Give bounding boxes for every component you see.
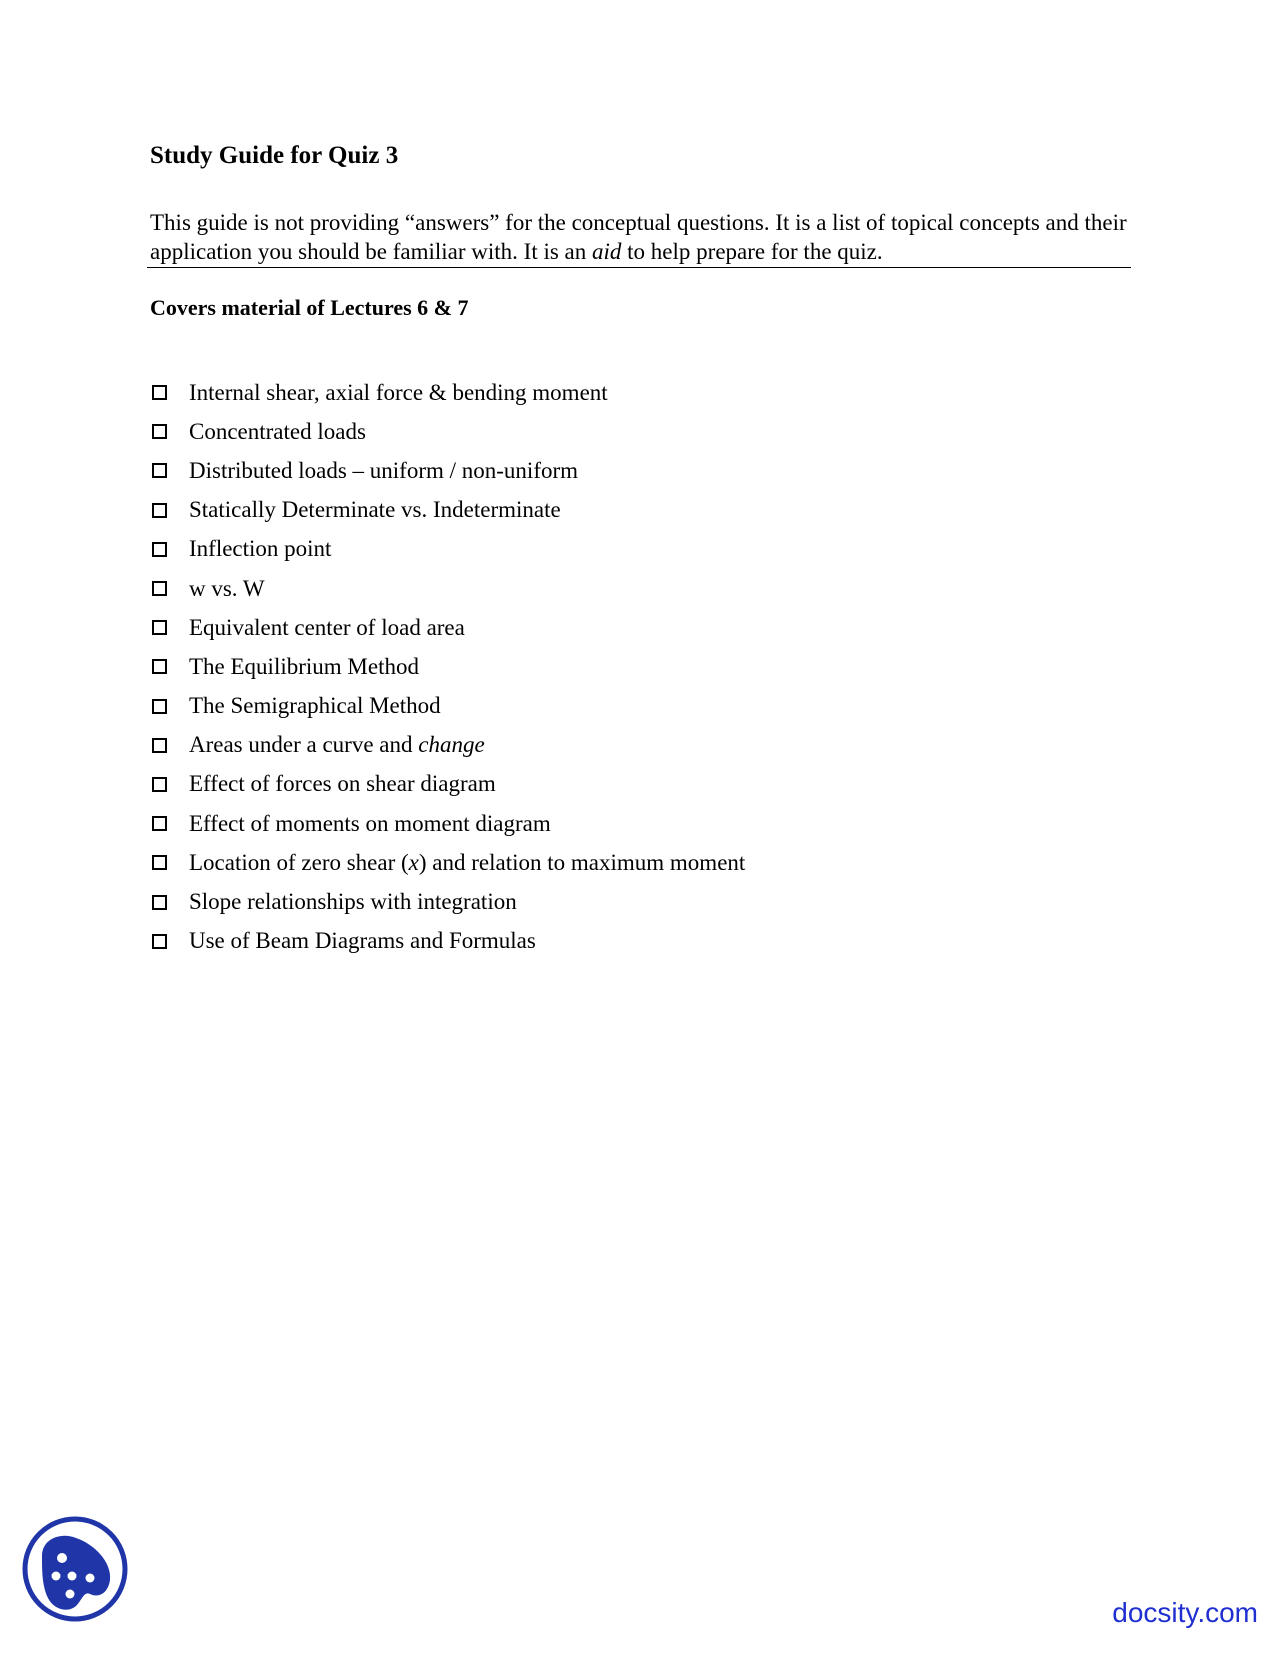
logo-dot — [66, 1590, 75, 1599]
logo-dot — [68, 1572, 77, 1581]
topic-label — [189, 419, 366, 445]
topic-item — [152, 412, 745, 451]
topic-item — [152, 491, 745, 530]
topic-text-after: ) and relation to maximum moment — [418, 849, 746, 875]
topic-text: The Equilibrium Method — [189, 653, 419, 679]
topic-item — [152, 765, 745, 804]
topic-text: Internal shear, axial force & bending moment — [189, 379, 608, 405]
checkbox-icon[interactable] — [152, 699, 167, 714]
topic-label — [189, 732, 485, 758]
topic-text: Distributed loads – uniform / non-uniform — [189, 457, 579, 483]
logo-dot — [57, 1553, 67, 1563]
topic-label — [189, 928, 536, 954]
topic-emphasis: change — [418, 732, 485, 758]
topic-item — [152, 451, 745, 490]
checkbox-icon[interactable] — [152, 503, 167, 518]
topic-item — [152, 804, 745, 843]
logo-dot — [86, 1574, 95, 1583]
topic-item — [152, 569, 745, 608]
checkbox-icon[interactable] — [152, 855, 167, 870]
topic-checklist — [152, 373, 745, 961]
topic-label — [189, 536, 331, 562]
topic-text: Statically Determinate vs. Indeterminate — [189, 497, 561, 523]
topic-item — [152, 726, 745, 765]
topic-text: Location of zero shear ( — [189, 849, 409, 875]
topic-item — [152, 608, 745, 647]
topic-label — [189, 693, 441, 719]
intro-text-part2: to help prepare for the quiz. — [621, 239, 883, 264]
topic-item — [152, 687, 745, 726]
topic-text: Areas under a curve and — [189, 732, 419, 758]
topic-item — [152, 647, 745, 686]
topic-text: Effect of forces on shear diagram — [189, 771, 496, 797]
topic-text: Use of Beam Diagrams and Formulas — [189, 928, 536, 954]
topic-label — [189, 811, 551, 837]
topic-text: Concentrated loads — [189, 418, 366, 444]
topic-text: Slope relationships with integration — [189, 889, 517, 915]
topic-item — [152, 373, 745, 412]
topic-item — [152, 530, 745, 569]
logo-dot — [52, 1572, 61, 1581]
intro-emphasis: aid — [592, 239, 622, 264]
checkbox-icon[interactable] — [152, 542, 167, 557]
checkbox-icon[interactable] — [152, 385, 167, 400]
topic-item — [152, 843, 745, 882]
topic-label — [189, 497, 561, 523]
topic-text: w vs. W — [189, 575, 265, 601]
section-subheading: Covers material of Lectures 6 & 7 — [150, 295, 469, 320]
topic-label — [189, 771, 496, 797]
checkbox-icon[interactable] — [152, 738, 167, 753]
topic-label — [189, 576, 265, 602]
document-title: Study Guide for Quiz 3 — [150, 142, 399, 169]
topic-text: Equivalent center of load area — [189, 614, 465, 640]
checkbox-icon[interactable] — [152, 659, 167, 674]
topic-emphasis: x — [408, 849, 419, 875]
horizontal-rule — [147, 267, 1131, 268]
topic-item — [152, 882, 745, 921]
topic-label — [189, 380, 608, 406]
topic-label — [189, 850, 745, 876]
checkbox-icon[interactable] — [152, 581, 167, 596]
checkbox-icon[interactable] — [152, 895, 167, 910]
docsity-brand-link[interactable]: docsity.com — [1112, 1597, 1258, 1628]
checkbox-icon[interactable] — [152, 424, 167, 439]
checkbox-icon[interactable] — [152, 934, 167, 949]
intro-text-part1: This guide is not providing “answers” for the conceptual questions. It is a list of topical concepts and their application you should be familiar with. It is an — [150, 210, 1127, 264]
topic-label — [189, 889, 517, 915]
topic-text: The Semigraphical Method — [189, 693, 441, 719]
checkbox-icon[interactable] — [152, 620, 167, 635]
topic-text: Inflection point — [189, 536, 332, 562]
checkbox-icon[interactable] — [152, 816, 167, 831]
docsity-logo-icon[interactable] — [20, 1514, 130, 1624]
topic-label — [189, 458, 578, 484]
intro-paragraph — [150, 208, 1135, 266]
checkbox-icon[interactable] — [152, 777, 167, 792]
topic-item — [152, 922, 745, 961]
topic-label — [189, 654, 419, 680]
topic-label — [189, 615, 465, 641]
topic-text: Effect of moments on moment diagram — [189, 810, 551, 836]
checkbox-icon[interactable] — [152, 463, 167, 478]
